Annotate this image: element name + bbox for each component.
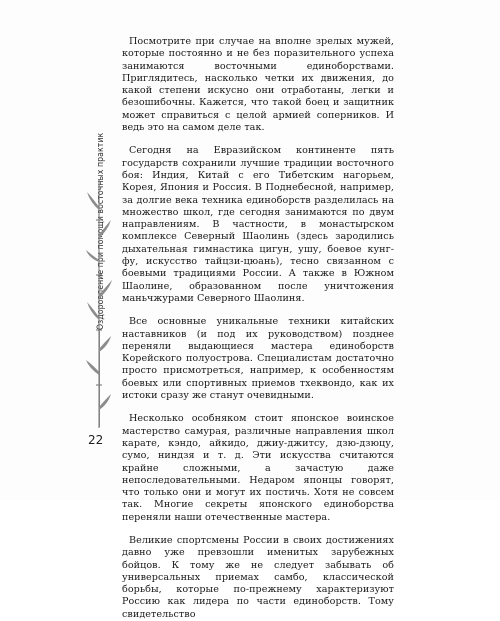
body-text <box>122 36 394 621</box>
running-head-text: Оздоровление при помощи восточных практик <box>94 30 108 330</box>
paragraph: Сегодня на Евразийском континенте пять государств сохранили лучшие традиции восточного боя: Индия, Китай с его Тибетским нагорьем, Корея, Япония и Россия. В Поднебесной, например, за долгие века техника единоборств разделилась на множество школ, где сегодня занимаются по двум направлениям. В частности, в монастырском комплексе Северный Шаолинь (здесь зародились дыхательная гимнастика цигун, ушу, боевое кунг-фу, искусство тайцзи-цюань), тесно связанном с боевыми традициями России. А также в Южном Шаолине, образованном после уничтожения маньчжурами Северного Шаолиня. <box>122 145 394 304</box>
paragraph: Великие спортсмены России в своих достижениях давно уже превзошли именитых зарубежных бойцов. К тому же не следует забывать об универсальных приемах самбо, классической борьбы, которые по-прежнему характеризуют Россию как лидера по части единоборств. Тому свидетельство <box>122 534 394 620</box>
paragraph: Посмотрите при случае на вполне зрелых мужей, которые постоянно и не без поразительного успеха занимаются восточными единоборствами. Приглядитесь, насколько четки их движения, до какой степени искусно они отработаны, легки и безошибочны. Кажется, что такой боец и защитник может справиться с целой армией соперников. И ведь это на самом деле так. <box>122 36 394 134</box>
page-number: 22 <box>88 433 104 447</box>
paragraph: Все основные уникальные техники китайских наставников (и под их руководством) позднее переняли выдающиеся мастера единоборств Корейского полуострова. Специалистам достаточно просто присмотреться, например, к особенностям боевых или спортивных приемов тхеквондо, как их истоки сразу же станут очевидными. <box>122 316 394 402</box>
paragraph: Несколько особняком стоит японское воинское мастерство самурая, различные направления школ карате, кэндо, айкидо, джиу-джитсу, дзю-дзюцу, сумо, ниндзя и т. д. Эти искусства считаются крайне сложными, а зачастую даже непоследовательными. Недаром японцы говорят, что только они и могут их постичь. Хотя не совсем так. Многие секреты японского единоборства переняли наши отечественные мастера. <box>122 413 394 523</box>
bamboo-ornament-icon <box>86 180 112 430</box>
